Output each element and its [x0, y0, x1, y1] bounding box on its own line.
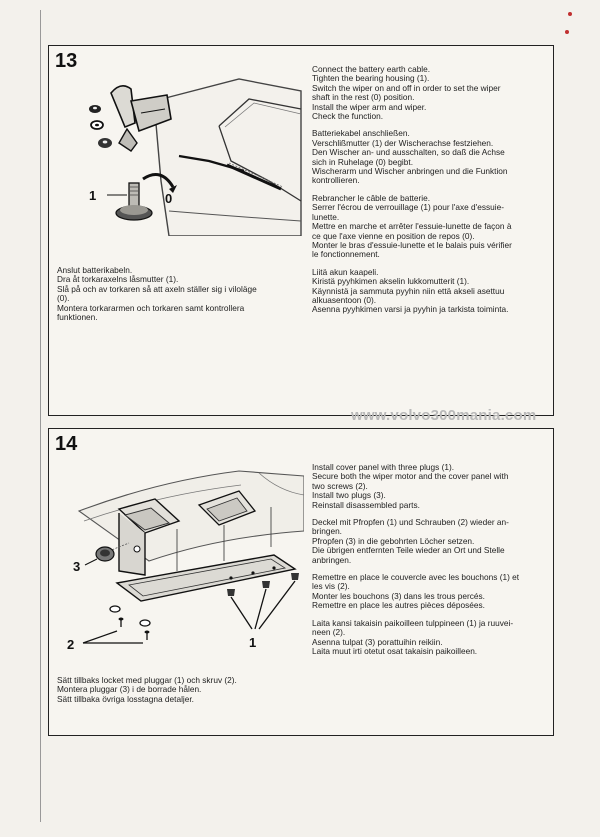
margin-line	[40, 10, 41, 822]
instructions-en: Install cover panel with three plugs (1). Secure both the wiper motor and the cover panel with two screws (2). Install two plugs (3). Reinstall disassembled parts.	[312, 462, 509, 510]
instructions-fr: Remettre en place le couvercle avec les bouchons (1) et les vis (2). Monter les bouchons (3) dans les trous percés. Remettre en place les autres pièces déposées.	[312, 572, 520, 611]
watermark: www.volvo300mania.com	[351, 407, 537, 424]
instructions-sv: Sätt tillbaks locket med pluggar (1) och skruv (2). Montera pluggar (3) i de borrade hålen. Sätt tillbaka övriga losstagna detaljer.	[57, 675, 237, 704]
instructions-sv: Anslut batterikabeln. Dra åt torkaraxelns låsmutter (1). Slå på och av torkaren så att axeln ställer sig i viloläge (0). Montera torkararmen och torkaren samt kontrollera funktionen.	[57, 265, 257, 323]
callout-1: 1	[89, 188, 97, 203]
instructions-fi: Laita kansi takaisin paikoilleen tulppineen (1) ja ruuvei- neen (2). Asenna tulpat (3) porattuihin reikiin. Laita muut irti otetut osat takaisin paikoilleen.	[312, 617, 514, 656]
instructions-en-de-fr-fi	[312, 463, 550, 664]
instructions-de: Batteriekabel anschließen. Verschlißmutter (1) der Wischerachse festziehen. Den Wischer an- und ausschalten, so daß die Achse sich in Ruhelage (0) begibt. Wischerarm und Wischer anbringen und die Funktion kontrollieren.	[312, 128, 508, 186]
instructions-fi: Liitä akun kaapeli. Kiristä pyyhkimen akselin lukkomutterit (1). Käynnistä ja sammuta pyyhin niin että akseli asettuu alkuasentoon (0). Asenna pyyhkimen varsi ja pyyhin ja tarkista toiminta.	[312, 266, 509, 315]
callout-0: 0	[165, 191, 173, 206]
step-13-panel	[48, 45, 554, 416]
callout-1: 1	[249, 635, 257, 650]
instructions-en: Connect the battery earth cable. Tighten the bearing housing (1). Switch the wiper on and off in order to set the wiper shaft in the rest (0) position. Install the wiper arm and wiper. Check the function.	[312, 64, 501, 122]
callout-2: 2	[67, 637, 75, 652]
step-number: 13	[55, 50, 78, 72]
page-mark	[565, 30, 569, 34]
page-mark	[568, 12, 572, 16]
instructions-en-de-fr-fi	[312, 65, 550, 323]
instructions-de: Deckel mit Pfropfen (1) und Schrauben (2) wieder an- bringen. Pfropfen (3) in die gebohrten Löcher setzen. Die übrigen entfernten Teile wieder an Ort und Stelle anbringen.	[312, 517, 509, 565]
wiper-shaft-illustration	[69, 61, 304, 236]
cover-panel-illustration	[59, 451, 304, 669]
callout-3: 3	[73, 559, 81, 574]
step-14-panel	[48, 428, 554, 736]
step-number: 14	[55, 433, 78, 455]
instructions-fr: Rebrancher le câble de batterie. Serrer l'écrou de verrouillage (1) pour l'axe d'essuie- lunette. Mettre en marche et arrêter l'essuie-lunette de façon à ce que l'axe vienne en position de repos (0). Monter le bras d'essuie-lunette et le balais puis vérifier le fonctionnement.	[312, 192, 512, 260]
